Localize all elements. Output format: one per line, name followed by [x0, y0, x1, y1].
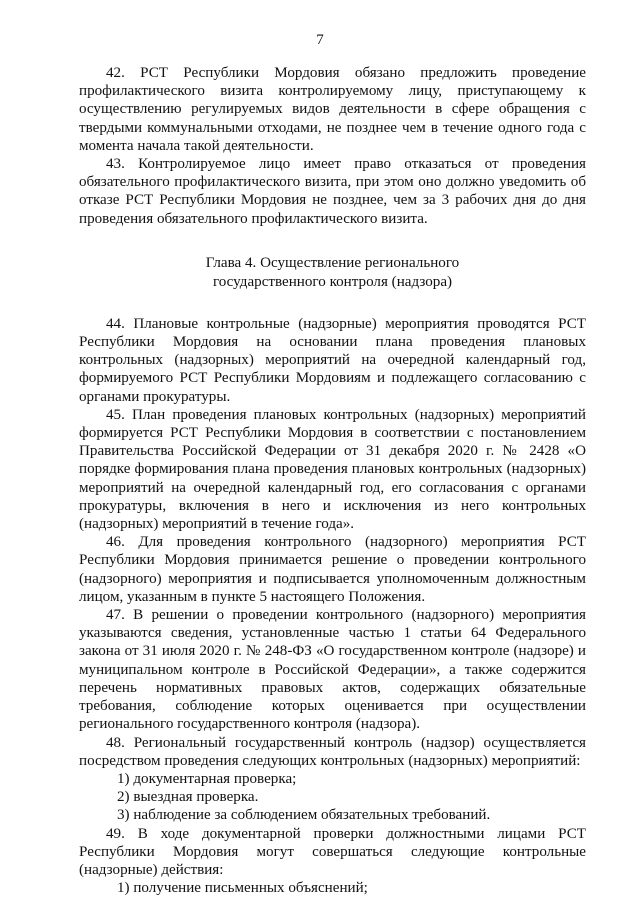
list-item-48-3: 3) наблюдение за соблюдением обязательных требований.	[117, 807, 491, 824]
chapter-heading-line-1: Глава 4. Осуществление регионального	[205, 254, 460, 271]
paragraph-42: 42. РСТ Республики Мордовия обязано предложить проведение профилактического визита контролируемому лицу, приступающему к осуществлению регулируемых видов деятельности в сфере обращения с твердыми коммунальными отходами, не позднее чем в течение одного года с момента начала такой деятельности.	[79, 65, 586, 154]
paragraph-43: 43. Контролируемое лицо имеет право отказаться от проведения обязательного профилактического визита, при этом оно должно уведомить об отказе РСТ Республики Мордовия не позднее, чем за 3 рабочих дня до дня проведения обязательного профилактического визита.	[79, 156, 586, 227]
paragraph-45: 45. План проведения плановых контрольных (надзорных) мероприятий формируется РСТ Республики Мордовия в соответствии с постановлением Правительства Российской Федерации от 31 декабря 2020 г. № 2428 «О порядке формирования плана проведения плановых контрольных (надзорных) мероприятий на очередной календарный год, его согласования с органами прокуратуры, включения в него и исключения из него контрольных (надзорных) мероприятий в течение года».	[79, 406, 586, 533]
chapter-heading	[79, 254, 586, 292]
paragraph-48: 48. Региональный государственный контроль (надзор) осуществляется посредством проведения следующих контрольных (надзорных) мероприятий:	[79, 734, 586, 769]
list-item-48-1: 1) документарная проверка;	[117, 770, 297, 787]
paragraph-47: 47. В решении о проведении контрольного (надзорного) мероприятия указываются сведения, установленные частью 1 статьи 64 Федерального закона от 31 июля 2020 г. № 248-ФЗ «О государственном контроле (надзоре) и муниципальном контроле в Российской Федерации», а также содержится перечень нормативных правовых актов, содержащих обязательные требования, соблюдение которых оценивается при осуществлении регионального государственного контроля (надзора).	[79, 607, 586, 733]
list-item-48-2: 2) выездная проверка.	[117, 789, 259, 806]
paragraph-49: 49. В ходе документарной проверки должностными лицами РСТ Республики Мордовия могут совершаться следующие контрольные (надзорные) действия:	[79, 825, 586, 878]
paragraph-46: 46. Для проведения контрольного (надзорного) мероприятия РСТ Республики Мордовия принимается решение о проведении контрольного (надзорного) мероприятия и подписывается уполномоченным должностным лицом, указанным в пункте 5 настоящего Положения.	[79, 534, 586, 605]
paragraph-44: 44. Плановые контрольные (надзорные) мероприятия проводятся РСТ Республики Мордовия на основании плана проведения плановых контрольных (надзорных) мероприятий на очередной календарный год, формируемого РСТ Республики Мордовиям и подлежащего согласованию с органами прокуратуры.	[79, 315, 586, 405]
list-item-49-1: 1) получение письменных объяснений;	[117, 880, 368, 897]
chapter-heading-line-2: государственного контроля (надзора)	[212, 273, 453, 290]
page-number: 7	[316, 32, 324, 48]
document-body	[79, 64, 586, 897]
